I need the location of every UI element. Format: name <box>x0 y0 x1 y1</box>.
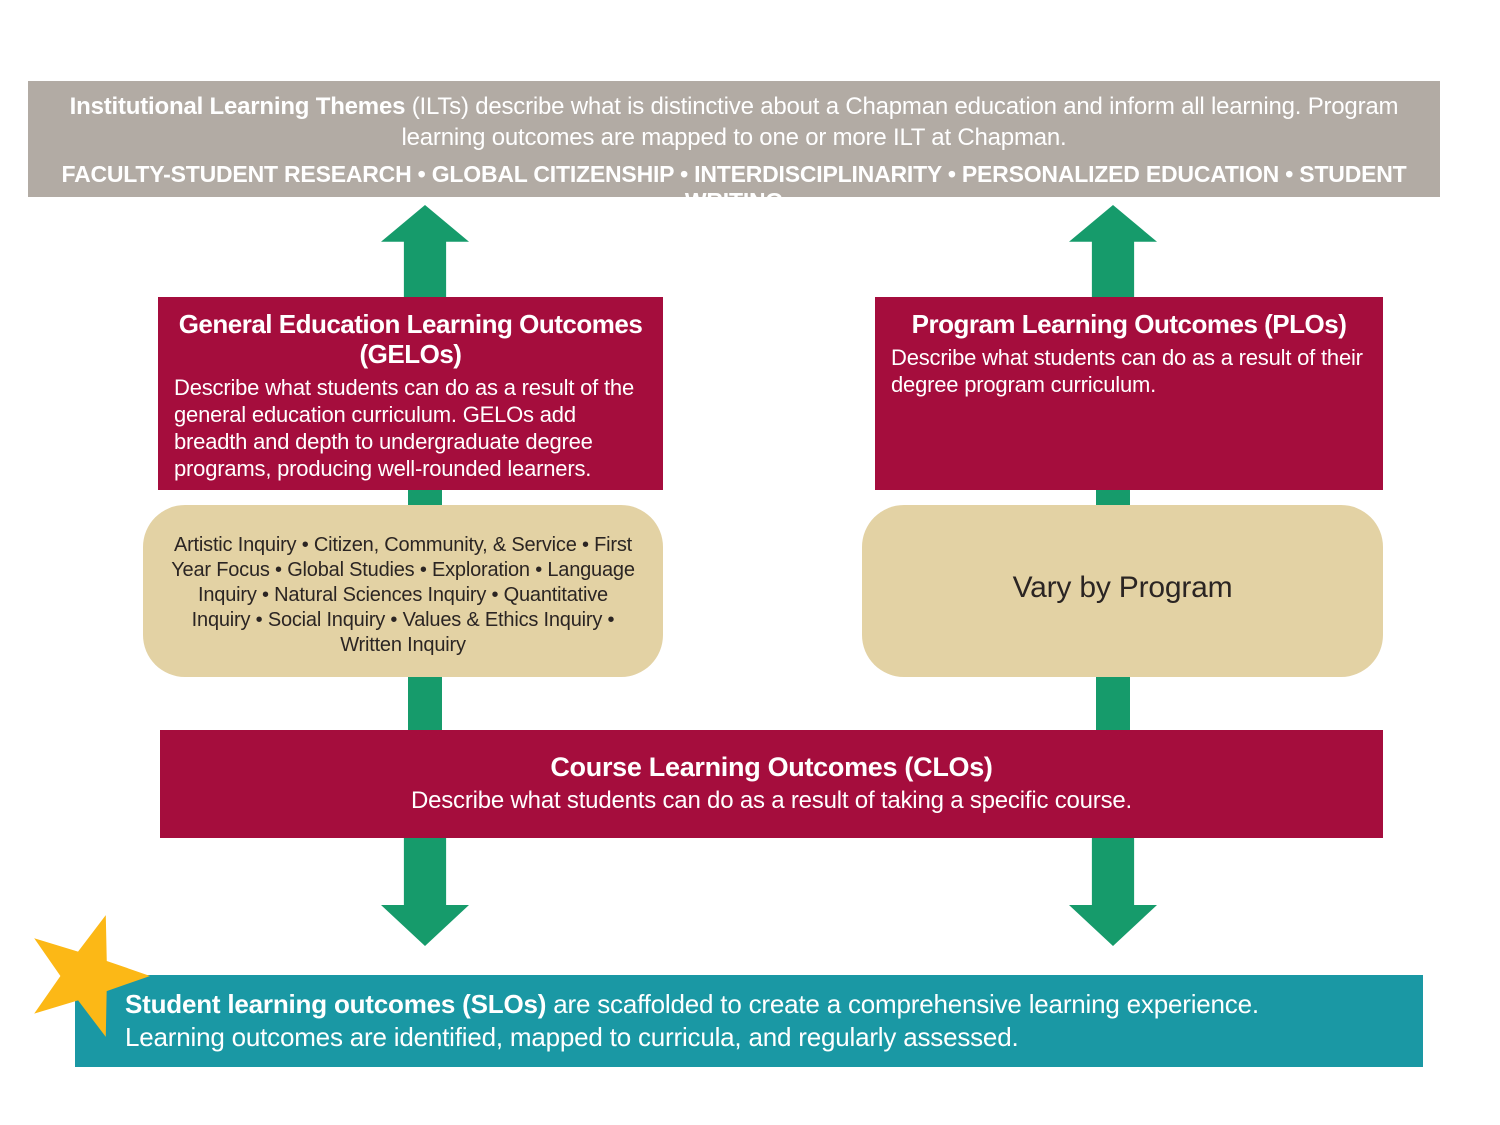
plo-description: Describe what students can do as a result of their degree program curriculum. <box>891 345 1363 397</box>
gelo-box <box>158 297 663 490</box>
gelo-areas-list: Artistic Inquiry • Citizen, Community, & Service • First Year Focus • Global Studies • Exploration • Language Inquiry • Natural Sciences Inquiry • Quantitative Inquiry • Social Inquiry • Values & Ethics Inquiry • Written Inquiry <box>171 534 635 656</box>
connector-vary-clo <box>1096 677 1130 730</box>
arrow-up-gelo-to-ilt <box>381 205 469 297</box>
plo-box <box>875 297 1383 490</box>
slo-lead-rest: are scaffolded to create a comprehensive learning experience. <box>546 989 1259 1019</box>
gelo-title <box>158 297 663 369</box>
arrow-down-clo-to-slo-right <box>1069 838 1157 946</box>
connector-gelo-areas <box>408 490 442 505</box>
vary-by-program-label: Vary by Program <box>1012 571 1233 604</box>
connector-areas-clo <box>408 677 442 730</box>
slo-line1 <box>75 975 1423 1021</box>
gelo-areas-box <box>143 505 663 677</box>
vary-by-program-box <box>862 505 1383 677</box>
ilt-themes-list: FACULTY-STUDENT RESEARCH • GLOBAL CITIZENSHIP • INTERDISCIPLINARITY • PERSONALIZED EDUCATION • STUDENT WRITING <box>61 161 1407 214</box>
clo-description: Describe what students can do as a result of taking a specific course. <box>410 787 1133 814</box>
clo-title: Course Learning Outcomes (CLOs) <box>550 752 993 782</box>
ilt-intro-bold: Institutional Learning Themes <box>69 93 406 120</box>
slo-banner <box>75 975 1423 1067</box>
ilt-intro-rest: (ILTs) describe what is distinctive about a Chapman education and inform all learning. Program learning outcomes are mapped to one or more ILT at Chapman. <box>401 93 1399 151</box>
arrow-down-clo-to-slo-left <box>381 838 469 946</box>
slo-lead-bold: Student learning outcomes (SLOs) <box>125 989 547 1019</box>
gelo-title-line1: General Education Learning Outcomes <box>178 309 643 339</box>
connector-plo-vary <box>1096 490 1130 505</box>
ilt-intro-text <box>28 81 1440 153</box>
slo-line2: Learning outcomes are identified, mapped to curricula, and regularly assessed. <box>125 1022 1019 1052</box>
arrow-up-plo-to-ilt <box>1069 205 1157 297</box>
plo-title: Program Learning Outcomes (PLOs) <box>911 309 1347 339</box>
clo-banner <box>160 730 1383 838</box>
gelo-title-line2: (GELOs) <box>359 339 462 369</box>
ilt-banner <box>28 81 1440 214</box>
gelo-description: Describe what students can do as a result of the general education curriculum. GELOs add breadth and depth to undergraduate degree programs, producing well-rounded learners. <box>174 375 634 481</box>
